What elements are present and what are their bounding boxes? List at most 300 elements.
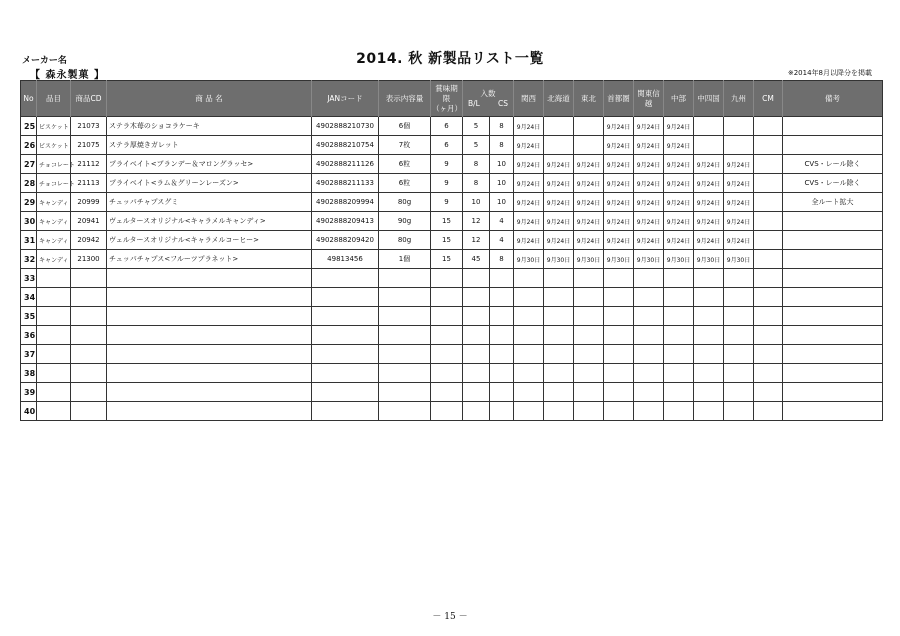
row-remarks: CVS・レール除く bbox=[783, 174, 883, 193]
shelf-life-label: 賞味期限 bbox=[435, 83, 458, 103]
row-cm bbox=[754, 212, 783, 231]
col-chushikoku: 中四国 bbox=[694, 81, 724, 117]
row-code bbox=[71, 288, 107, 307]
row-remarks: CVS・レール除く bbox=[783, 155, 883, 174]
row-category: ビスケット bbox=[37, 136, 71, 155]
table-row bbox=[21, 174, 883, 193]
row-remarks bbox=[783, 136, 883, 155]
row-pack-bl bbox=[463, 269, 490, 288]
row-jan: 4902888211133 bbox=[312, 174, 379, 193]
table-header bbox=[21, 81, 883, 117]
row-code: 20999 bbox=[71, 193, 107, 212]
row-code bbox=[71, 383, 107, 402]
row-pack-cs bbox=[490, 402, 514, 421]
row-cm bbox=[754, 231, 783, 250]
row-jan bbox=[312, 269, 379, 288]
col-shutoken: 首都圏 bbox=[604, 81, 634, 117]
row-remarks bbox=[783, 231, 883, 250]
col-code: 商品CD bbox=[71, 81, 107, 117]
row-shutoken: 9月24日 bbox=[604, 136, 634, 155]
row-cm bbox=[754, 307, 783, 326]
row-tohoku bbox=[574, 117, 604, 136]
row-jan: 4902888209994 bbox=[312, 193, 379, 212]
row-volume bbox=[379, 345, 431, 364]
row-name: プライベイト<ブランデー＆マロングラッセ> bbox=[107, 155, 312, 174]
product-table bbox=[20, 80, 883, 421]
row-chubu: 9月24日 bbox=[664, 212, 694, 231]
row-tohoku: 9月30日 bbox=[574, 250, 604, 269]
row-shelf-life bbox=[431, 364, 463, 383]
row-cm bbox=[754, 383, 783, 402]
row-kanshinetsu bbox=[634, 383, 664, 402]
row-kyushu bbox=[724, 345, 754, 364]
row-volume: 6粒 bbox=[379, 155, 431, 174]
row-shelf-life: 15 bbox=[431, 250, 463, 269]
table-row bbox=[21, 136, 883, 155]
col-kansai: 関西 bbox=[514, 81, 544, 117]
row-jan: 4902888210754 bbox=[312, 136, 379, 155]
row-category: チョコレート bbox=[37, 174, 71, 193]
row-shutoken bbox=[604, 288, 634, 307]
row-kyushu bbox=[724, 307, 754, 326]
row-cm bbox=[754, 402, 783, 421]
row-no: 33 bbox=[21, 269, 37, 288]
row-shutoken: 9月24日 bbox=[604, 117, 634, 136]
row-hokkaido: 9月24日 bbox=[544, 155, 574, 174]
row-chushikoku: 9月24日 bbox=[694, 155, 724, 174]
row-category bbox=[37, 307, 71, 326]
row-kansai bbox=[514, 269, 544, 288]
row-code bbox=[71, 269, 107, 288]
pack-bl-label: B/L bbox=[468, 98, 480, 108]
row-remarks bbox=[783, 269, 883, 288]
row-code: 21113 bbox=[71, 174, 107, 193]
col-pack bbox=[463, 81, 514, 117]
row-remarks bbox=[783, 117, 883, 136]
pack-cs-label: CS bbox=[498, 98, 509, 108]
row-jan: 4902888210730 bbox=[312, 117, 379, 136]
row-no: 37 bbox=[21, 345, 37, 364]
row-cm bbox=[754, 364, 783, 383]
row-category bbox=[37, 402, 71, 421]
row-tohoku bbox=[574, 402, 604, 421]
row-chubu bbox=[664, 383, 694, 402]
row-kanshinetsu bbox=[634, 364, 664, 383]
row-chubu bbox=[664, 326, 694, 345]
row-tohoku: 9月24日 bbox=[574, 193, 604, 212]
row-code: 21073 bbox=[71, 117, 107, 136]
row-code bbox=[71, 345, 107, 364]
row-hokkaido bbox=[544, 364, 574, 383]
row-tohoku bbox=[574, 326, 604, 345]
row-chushikoku bbox=[694, 345, 724, 364]
row-chubu bbox=[664, 307, 694, 326]
row-cm bbox=[754, 269, 783, 288]
col-cm: CM bbox=[754, 81, 783, 117]
row-pack-cs bbox=[490, 383, 514, 402]
maker-name: 【 森永製菓 】 bbox=[30, 70, 105, 81]
col-kyushu: 九州 bbox=[724, 81, 754, 117]
row-hokkaido bbox=[544, 288, 574, 307]
row-hokkaido: 9月24日 bbox=[544, 231, 574, 250]
row-shelf-life bbox=[431, 383, 463, 402]
col-remarks: 備考 bbox=[783, 81, 883, 117]
row-tohoku: 9月24日 bbox=[574, 155, 604, 174]
row-remarks: 全ルート拡大 bbox=[783, 193, 883, 212]
row-kanshinetsu: 9月24日 bbox=[634, 136, 664, 155]
row-volume: 6個 bbox=[379, 117, 431, 136]
row-chushikoku bbox=[694, 117, 724, 136]
row-tohoku: 9月24日 bbox=[574, 231, 604, 250]
row-volume bbox=[379, 307, 431, 326]
row-remarks bbox=[783, 345, 883, 364]
row-chushikoku bbox=[694, 269, 724, 288]
row-chushikoku: 9月24日 bbox=[694, 174, 724, 193]
table-row bbox=[21, 212, 883, 231]
col-name: 商 品 名 bbox=[107, 81, 312, 117]
row-no: 36 bbox=[21, 326, 37, 345]
row-pack-bl: 8 bbox=[463, 155, 490, 174]
row-hokkaido: 9月24日 bbox=[544, 174, 574, 193]
row-volume: 90g bbox=[379, 212, 431, 231]
row-kyushu bbox=[724, 117, 754, 136]
row-pack-bl bbox=[463, 288, 490, 307]
row-hokkaido bbox=[544, 269, 574, 288]
row-kanshinetsu: 9月24日 bbox=[634, 231, 664, 250]
row-category: ビスケット bbox=[37, 117, 71, 136]
row-tohoku: 9月24日 bbox=[574, 212, 604, 231]
table-row bbox=[21, 288, 883, 307]
row-jan bbox=[312, 383, 379, 402]
row-hokkaido bbox=[544, 136, 574, 155]
row-name bbox=[107, 383, 312, 402]
row-volume bbox=[379, 383, 431, 402]
row-no: 38 bbox=[21, 364, 37, 383]
row-category: キャンディ bbox=[37, 193, 71, 212]
row-kansai: 9月24日 bbox=[514, 193, 544, 212]
row-cm bbox=[754, 136, 783, 155]
row-tohoku bbox=[574, 307, 604, 326]
row-chubu: 9月24日 bbox=[664, 174, 694, 193]
row-no: 26 bbox=[21, 136, 37, 155]
period-note: ※2014年8月以降分を掲載 bbox=[787, 69, 872, 77]
row-code bbox=[71, 307, 107, 326]
row-volume: 6粒 bbox=[379, 174, 431, 193]
row-chushikoku: 9月24日 bbox=[694, 212, 724, 231]
row-jan bbox=[312, 326, 379, 345]
row-remarks bbox=[783, 364, 883, 383]
row-chubu: 9月24日 bbox=[664, 155, 694, 174]
row-pack-cs: 10 bbox=[490, 193, 514, 212]
row-no: 35 bbox=[21, 307, 37, 326]
row-remarks bbox=[783, 288, 883, 307]
row-remarks bbox=[783, 326, 883, 345]
row-jan bbox=[312, 307, 379, 326]
row-pack-bl: 12 bbox=[463, 231, 490, 250]
row-jan bbox=[312, 288, 379, 307]
table-row bbox=[21, 364, 883, 383]
row-kyushu bbox=[724, 402, 754, 421]
row-no: 39 bbox=[21, 383, 37, 402]
row-shutoken: 9月24日 bbox=[604, 231, 634, 250]
row-hokkaido bbox=[544, 307, 574, 326]
table-row bbox=[21, 307, 883, 326]
row-tohoku bbox=[574, 288, 604, 307]
table-row bbox=[21, 326, 883, 345]
row-chushikoku bbox=[694, 307, 724, 326]
row-cm bbox=[754, 288, 783, 307]
row-kanshinetsu: 9月24日 bbox=[634, 117, 664, 136]
row-chushikoku bbox=[694, 288, 724, 307]
row-code: 20942 bbox=[71, 231, 107, 250]
row-shelf-life bbox=[431, 402, 463, 421]
row-name bbox=[107, 307, 312, 326]
row-pack-cs: 10 bbox=[490, 155, 514, 174]
row-jan: 4902888209420 bbox=[312, 231, 379, 250]
row-cm bbox=[754, 250, 783, 269]
row-hokkaido bbox=[544, 402, 574, 421]
table-row bbox=[21, 345, 883, 364]
row-kyushu: 9月24日 bbox=[724, 212, 754, 231]
row-kanshinetsu bbox=[634, 269, 664, 288]
row-chubu bbox=[664, 402, 694, 421]
row-chushikoku bbox=[694, 136, 724, 155]
row-category: キャンディ bbox=[37, 250, 71, 269]
table-row bbox=[21, 269, 883, 288]
row-tohoku bbox=[574, 383, 604, 402]
row-chubu: 9月24日 bbox=[664, 136, 694, 155]
row-kansai bbox=[514, 364, 544, 383]
row-kanshinetsu bbox=[634, 326, 664, 345]
row-chushikoku: 9月24日 bbox=[694, 231, 724, 250]
row-kansai: 9月24日 bbox=[514, 155, 544, 174]
row-chushikoku bbox=[694, 326, 724, 345]
row-no: 34 bbox=[21, 288, 37, 307]
row-code bbox=[71, 364, 107, 383]
row-shutoken bbox=[604, 307, 634, 326]
row-name: ステラ木苺のショコラケーキ bbox=[107, 117, 312, 136]
row-name bbox=[107, 288, 312, 307]
row-volume bbox=[379, 326, 431, 345]
row-kyushu bbox=[724, 136, 754, 155]
row-kansai bbox=[514, 383, 544, 402]
row-tohoku bbox=[574, 345, 604, 364]
row-no: 40 bbox=[21, 402, 37, 421]
row-tohoku bbox=[574, 136, 604, 155]
row-shutoken bbox=[604, 326, 634, 345]
row-volume: 7枚 bbox=[379, 136, 431, 155]
row-pack-cs bbox=[490, 345, 514, 364]
page-number: － 15 － bbox=[432, 612, 468, 622]
col-category: 品目 bbox=[37, 81, 71, 117]
row-remarks bbox=[783, 212, 883, 231]
row-kansai: 9月24日 bbox=[514, 136, 544, 155]
row-kansai bbox=[514, 402, 544, 421]
row-remarks bbox=[783, 307, 883, 326]
row-pack-bl bbox=[463, 402, 490, 421]
row-tohoku bbox=[574, 269, 604, 288]
row-pack-cs bbox=[490, 307, 514, 326]
row-jan bbox=[312, 345, 379, 364]
row-kansai: 9月24日 bbox=[514, 174, 544, 193]
row-chubu: 9月24日 bbox=[664, 117, 694, 136]
row-cm bbox=[754, 117, 783, 136]
row-shutoken bbox=[604, 402, 634, 421]
row-shutoken: 9月30日 bbox=[604, 250, 634, 269]
row-kyushu bbox=[724, 364, 754, 383]
row-name: ヴェルタースオリジナル<キャラメルキャンディ> bbox=[107, 212, 312, 231]
table-row bbox=[21, 231, 883, 250]
row-chushikoku: 9月24日 bbox=[694, 193, 724, 212]
row-volume bbox=[379, 269, 431, 288]
row-kansai bbox=[514, 326, 544, 345]
row-kyushu: 9月24日 bbox=[724, 155, 754, 174]
row-chubu: 9月30日 bbox=[664, 250, 694, 269]
pack-label: 入数 bbox=[480, 88, 496, 98]
row-remarks bbox=[783, 402, 883, 421]
row-kansai bbox=[514, 345, 544, 364]
row-kanshinetsu bbox=[634, 402, 664, 421]
row-shutoken: 9月24日 bbox=[604, 155, 634, 174]
row-cm bbox=[754, 174, 783, 193]
row-code: 21300 bbox=[71, 250, 107, 269]
row-kanshinetsu bbox=[634, 307, 664, 326]
row-name bbox=[107, 364, 312, 383]
col-chubu: 中部 bbox=[664, 81, 694, 117]
row-kanshinetsu: 9月24日 bbox=[634, 193, 664, 212]
row-hokkaido bbox=[544, 383, 574, 402]
row-no: 29 bbox=[21, 193, 37, 212]
row-pack-cs: 4 bbox=[490, 212, 514, 231]
row-kanshinetsu: 9月24日 bbox=[634, 174, 664, 193]
row-shelf-life bbox=[431, 269, 463, 288]
row-chubu: 9月24日 bbox=[664, 193, 694, 212]
row-kanshinetsu: 9月24日 bbox=[634, 155, 664, 174]
row-pack-bl: 5 bbox=[463, 117, 490, 136]
table-row bbox=[21, 193, 883, 212]
row-kanshinetsu bbox=[634, 288, 664, 307]
row-kyushu: 9月24日 bbox=[724, 231, 754, 250]
col-kanshinetsu: 関東信越 bbox=[634, 81, 664, 117]
row-volume: 1個 bbox=[379, 250, 431, 269]
row-shutoken: 9月24日 bbox=[604, 212, 634, 231]
row-code: 20941 bbox=[71, 212, 107, 231]
col-shelf-life bbox=[431, 81, 463, 117]
row-cm bbox=[754, 345, 783, 364]
row-name: プライベイト<ラム＆グリーンレーズン> bbox=[107, 174, 312, 193]
row-pack-bl: 10 bbox=[463, 193, 490, 212]
row-category bbox=[37, 326, 71, 345]
row-shelf-life: 6 bbox=[431, 117, 463, 136]
row-name: チュッパチャプスグミ bbox=[107, 193, 312, 212]
row-kanshinetsu: 9月30日 bbox=[634, 250, 664, 269]
row-category bbox=[37, 345, 71, 364]
row-cm bbox=[754, 326, 783, 345]
shelf-life-unit: （ヶ月） bbox=[432, 103, 462, 113]
maker-label: メーカー名 bbox=[22, 56, 67, 66]
row-category: チョコレート bbox=[37, 155, 71, 174]
row-kyushu bbox=[724, 326, 754, 345]
row-name bbox=[107, 402, 312, 421]
row-tohoku: 9月24日 bbox=[574, 174, 604, 193]
row-kansai bbox=[514, 307, 544, 326]
row-name bbox=[107, 326, 312, 345]
row-shelf-life bbox=[431, 288, 463, 307]
row-shelf-life: 9 bbox=[431, 174, 463, 193]
row-jan: 49813456 bbox=[312, 250, 379, 269]
row-remarks bbox=[783, 383, 883, 402]
row-hokkaido bbox=[544, 326, 574, 345]
row-shutoken bbox=[604, 269, 634, 288]
row-jan: 4902888209413 bbox=[312, 212, 379, 231]
row-chushikoku bbox=[694, 364, 724, 383]
row-shutoken: 9月24日 bbox=[604, 174, 634, 193]
row-chubu bbox=[664, 269, 694, 288]
row-pack-cs bbox=[490, 269, 514, 288]
row-name: ヴェルタースオリジナル<キャラメルコーヒー> bbox=[107, 231, 312, 250]
row-pack-bl: 12 bbox=[463, 212, 490, 231]
row-category bbox=[37, 364, 71, 383]
row-pack-cs: 8 bbox=[490, 250, 514, 269]
row-kansai: 9月24日 bbox=[514, 212, 544, 231]
row-code: 21112 bbox=[71, 155, 107, 174]
row-shutoken bbox=[604, 345, 634, 364]
table-row bbox=[21, 383, 883, 402]
row-chubu: 9月24日 bbox=[664, 231, 694, 250]
row-pack-cs: 8 bbox=[490, 117, 514, 136]
row-chushikoku bbox=[694, 383, 724, 402]
row-kansai bbox=[514, 288, 544, 307]
row-shelf-life bbox=[431, 326, 463, 345]
row-hokkaido: 9月24日 bbox=[544, 212, 574, 231]
row-shelf-life: 6 bbox=[431, 136, 463, 155]
row-shelf-life bbox=[431, 307, 463, 326]
row-no: 32 bbox=[21, 250, 37, 269]
row-cm bbox=[754, 193, 783, 212]
row-kyushu: 9月24日 bbox=[724, 193, 754, 212]
row-category: キャンディ bbox=[37, 231, 71, 250]
table-row bbox=[21, 155, 883, 174]
row-chubu bbox=[664, 288, 694, 307]
row-category bbox=[37, 288, 71, 307]
row-pack-cs bbox=[490, 364, 514, 383]
row-pack-cs: 8 bbox=[490, 136, 514, 155]
row-category bbox=[37, 269, 71, 288]
row-kansai: 9月24日 bbox=[514, 117, 544, 136]
row-kyushu: 9月30日 bbox=[724, 250, 754, 269]
row-pack-bl bbox=[463, 326, 490, 345]
row-jan bbox=[312, 402, 379, 421]
row-jan: 4902888211126 bbox=[312, 155, 379, 174]
row-kyushu: 9月24日 bbox=[724, 174, 754, 193]
row-pack-bl: 5 bbox=[463, 136, 490, 155]
row-kanshinetsu bbox=[634, 345, 664, 364]
row-pack-bl bbox=[463, 345, 490, 364]
row-volume bbox=[379, 364, 431, 383]
row-name bbox=[107, 345, 312, 364]
col-tohoku: 東北 bbox=[574, 81, 604, 117]
row-code: 21075 bbox=[71, 136, 107, 155]
row-chubu bbox=[664, 345, 694, 364]
col-volume: 表示内容量 bbox=[379, 81, 431, 117]
row-kansai: 9月24日 bbox=[514, 231, 544, 250]
row-pack-cs: 10 bbox=[490, 174, 514, 193]
row-volume bbox=[379, 402, 431, 421]
row-no: 31 bbox=[21, 231, 37, 250]
row-no: 25 bbox=[21, 117, 37, 136]
row-code bbox=[71, 326, 107, 345]
row-kanshinetsu: 9月24日 bbox=[634, 212, 664, 231]
